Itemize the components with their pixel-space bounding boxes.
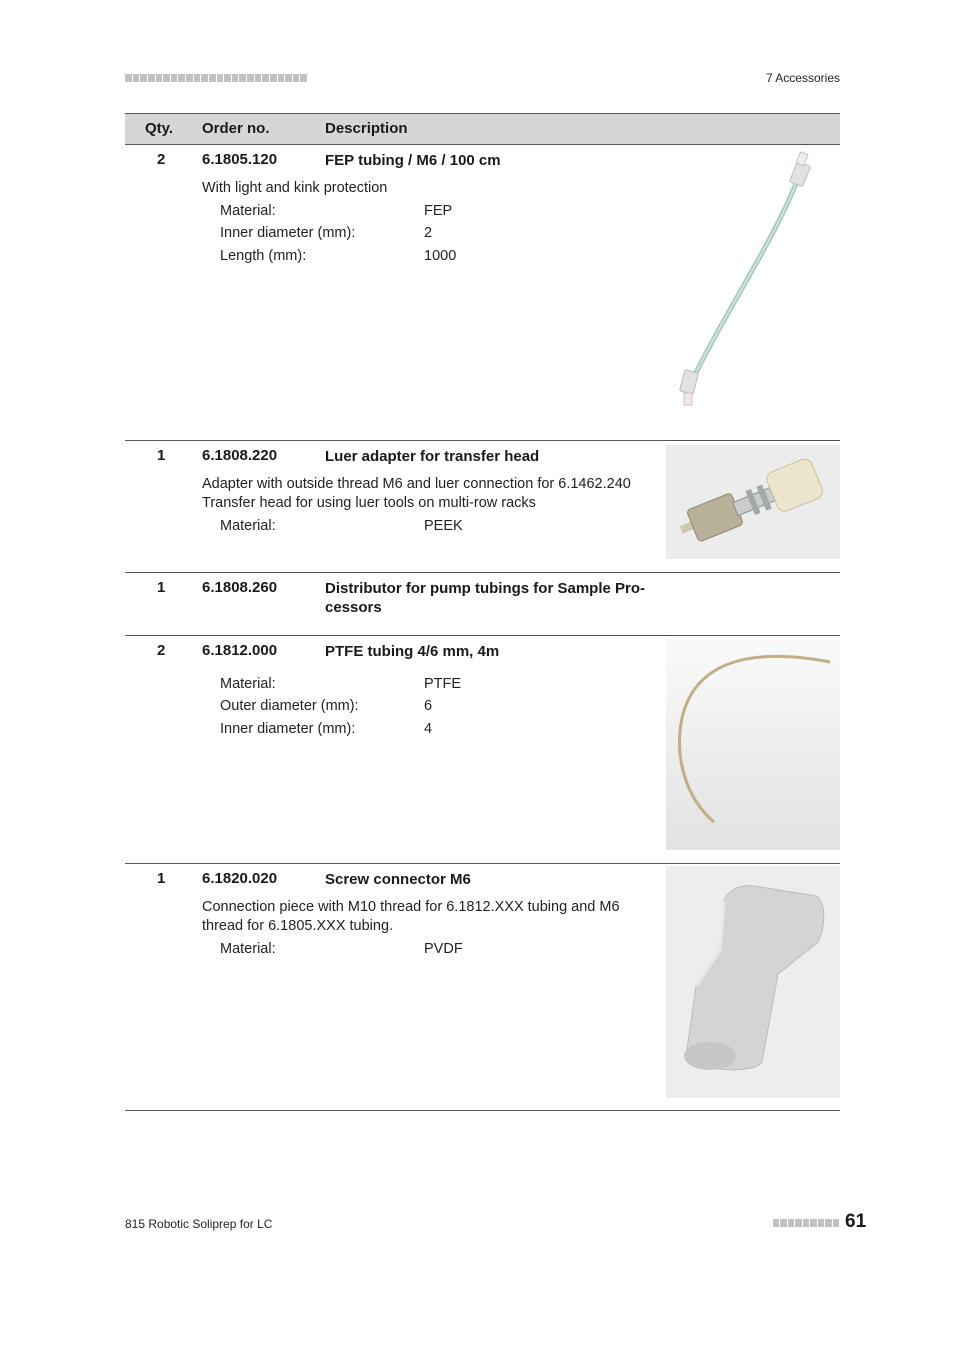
spec-value: PEEK [424, 518, 463, 534]
column-header-description: Description [325, 120, 408, 137]
fep-tubing-image [666, 149, 840, 413]
qty: 1 [157, 870, 166, 887]
qty: 2 [157, 642, 166, 659]
footer-decoration [773, 1219, 839, 1227]
table-row [125, 144, 840, 441]
item-title: Distributor for pump tubings for Sample Processors [325, 580, 645, 616]
manual-title: 815 Robotic Soliprep for LC [125, 1217, 273, 1231]
table-row [125, 863, 840, 1111]
spec-label: Inner diameter (mm): [220, 721, 356, 737]
spec-value: 4 [424, 721, 433, 737]
spec-value: 6 [424, 698, 433, 714]
spec-label: Material: [220, 518, 276, 534]
spec-label: Material: [220, 941, 276, 957]
table-row [125, 440, 840, 573]
header-decoration [125, 74, 307, 82]
table-header [125, 113, 840, 145]
order-number: 6.1820.020 [202, 870, 278, 887]
table-bottom-rule [125, 1110, 840, 1111]
ptfe-tubing-image [666, 638, 840, 850]
spec-label: Length (mm): [220, 248, 307, 264]
column-header-order: Order no. [202, 120, 270, 137]
page-number: 61 [845, 1211, 867, 1232]
order-number: 6.1808.220 [202, 447, 278, 464]
item-title: Luer adapter for transfer head [325, 448, 540, 465]
item-title: FEP tubing / M6 / 100 cm [325, 152, 501, 169]
spec-value: 2 [424, 225, 433, 241]
spec-value: PTFE [424, 676, 462, 692]
qty: 1 [157, 579, 166, 596]
table-row [125, 635, 840, 864]
item-description: Connection piece with M10 thread for 6.1812.XXX tubing and M6 thread for 6.1805.XXX tubing. [202, 899, 620, 934]
section-title: 7 Accessories [765, 71, 840, 85]
order-number: 6.1805.120 [202, 151, 278, 168]
column-header-qty: Qty. [145, 120, 174, 137]
item-description: Adapter with outside thread M6 and luer connection for 6.1462.240 Transfer head for using luer tools on multi-row racks [202, 476, 631, 511]
spec-label: Material: [220, 676, 276, 692]
spec-label: Material: [220, 203, 276, 219]
item-title: PTFE tubing 4/6 mm, 4m [325, 643, 500, 660]
luer-adapter-image [666, 445, 840, 559]
spec-value: 1000 [424, 248, 457, 264]
spec-label: Inner diameter (mm): [220, 225, 356, 241]
item-description: With light and kink protection [202, 180, 388, 196]
screw-connector-image [666, 866, 840, 1098]
spec-value: FEP [424, 203, 453, 219]
item-title: Screw connector M6 [325, 871, 471, 888]
qty: 1 [157, 447, 166, 464]
spec-label: Outer diameter (mm): [220, 698, 359, 714]
order-number: 6.1812.000 [202, 642, 278, 659]
spec-value: PVDF [424, 941, 463, 957]
qty: 2 [157, 151, 166, 168]
table-row [125, 572, 840, 636]
order-number: 6.1808.260 [202, 579, 278, 596]
